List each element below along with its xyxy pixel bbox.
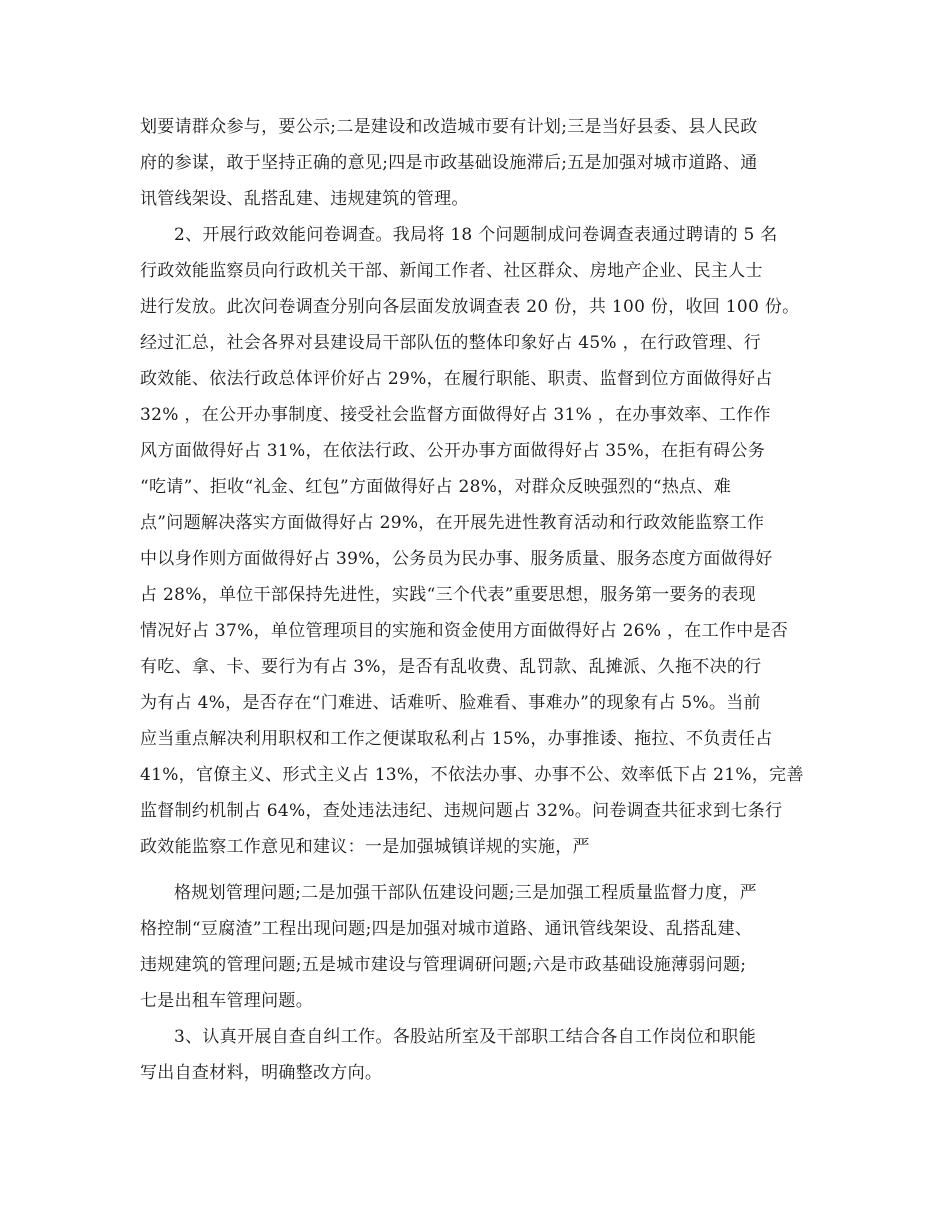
document-page xyxy=(140,0,820,1230)
text-line: 七是出租车管理问题。 xyxy=(140,991,313,1011)
text-line: 为有占 4%，是否存在“门难进、话难听、脸难看、事难办”的现象有占 5%。当前 xyxy=(140,693,761,713)
text-line: 应当重点解决利用职权和工作之便谋取私利占 15%，办事推诿、拖拉、不负责任占 xyxy=(140,729,773,749)
paragraph-heading-3: 3、认真开展自查自纠工作。各股站所室及干部职工结合各自工作岗位和职能 xyxy=(174,1027,757,1047)
text-line: 行政效能监察员向行政机关干部、新闻工作者、社区群众、房地产企业、民主人士 xyxy=(140,261,763,281)
text-line: 格规划管理问题;二是加强干部队伍建设问题;三是加强工程质量监督力度，严 xyxy=(174,883,757,903)
text-line: 讯管线架设、乱搭乱建、违规建筑的管理。 xyxy=(140,189,469,209)
text-line: 写出自查材料，明确整改方向。 xyxy=(140,1063,383,1083)
text-line: 中以身作则方面做得好占 39%，公务员为民办事、服务质量、服务态度方面做得好 xyxy=(140,549,773,569)
text-line: 32% ，在公开办事制度、接受社会监督方面做得好占 31% ，在办事效率、工作作 xyxy=(140,405,771,425)
text-line: 占 28%，单位干部保持先进性，实践“三个代表”重要思想，服务第一要务的表现 xyxy=(140,585,756,605)
text-line: 41%，官僚主义、形式主义占 13%，不依法办事、办事不公、效率低下占 21%，完善 xyxy=(140,765,804,785)
text-line: 府的参谋，敢于坚持正确的意见;四是市政基础设施滞后;五是加强对城市道路、通 xyxy=(140,153,758,173)
text-line: 监督制约机制占 64%，查处违法违纪、违规问题占 32%。问卷调查共征求到七条行 xyxy=(140,801,783,821)
text-line: 政效能、依法行政总体评价好占 29%，在履行职能、职责、监督到位方面做得好占 xyxy=(140,369,773,389)
text-line: 政效能监察工作意见和建议：一是加强城镇详规的实施，严 xyxy=(140,837,590,857)
text-line: 经过汇总，社会各界对县建设局干部队伍的整体印象好占 45% ，在行政管理、行 xyxy=(140,333,761,353)
text-line: 情况好占 37%，单位管理项目的实施和资金使用方面做得好占 26% ，在工作中是否 xyxy=(140,621,789,641)
text-line: 风方面做得好占 31%，在依法行政、公开办事方面做得好占 35%，在拒有碍公务 xyxy=(140,441,766,461)
text-line: 有吃、拿、卡、要行为有占 3%，是否有乱收费、乱罚款、乱摊派、久拖不决的行 xyxy=(140,657,762,677)
text-line: 进行发放。此次问卷调查分别向各层面发放调查表 20 份，共 100 份，收回 100 份。 xyxy=(140,297,800,317)
text-line: 划要请群众参与，要公示;二是建设和改造城市要有计划;三是当好县委、县人民政 xyxy=(140,117,758,137)
text-line: 点”问题解决落实方面做得好占 29%，在开展先进性教育活动和行政效能监察工作 xyxy=(140,513,765,533)
text-line: 违规建筑的管理问题;五是城市建设与管理调研问题;六是市政基础设施薄弱问题; xyxy=(140,955,747,975)
text-line: 格控制“豆腐渣”工程出现问题;四是加强对城市道路、通讯管线架设、乱搭乱建、 xyxy=(140,919,753,939)
paragraph-heading-2: 2、开展行政效能问卷调查。我局将 18 个问题制成问卷调查表通过聘请的 5 名 xyxy=(174,225,778,245)
text-line: “吃请”、拒收“礼金、红包”方面做得好占 28%，对群众反映强烈的“热点、难 xyxy=(140,477,732,497)
